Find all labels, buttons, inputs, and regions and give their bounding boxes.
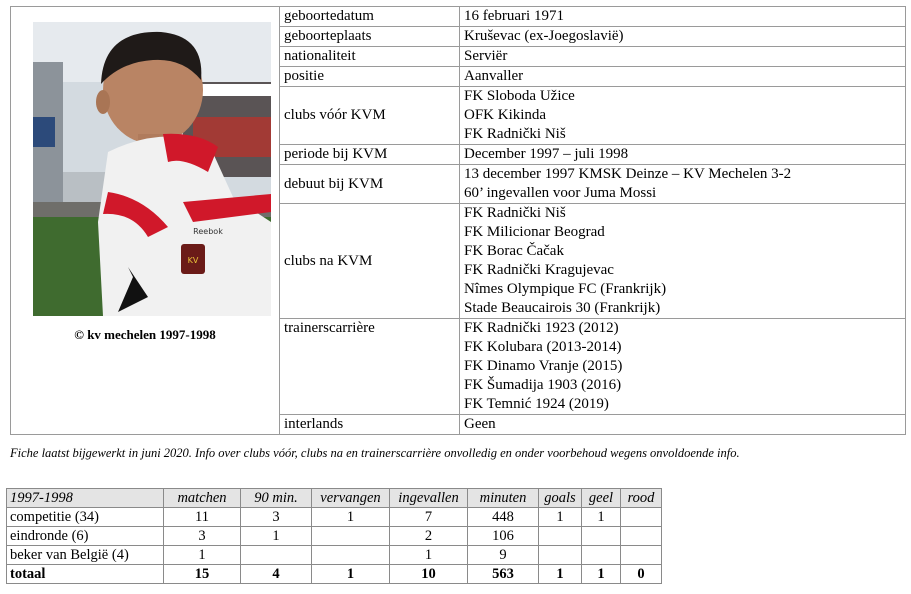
clubs-before-value (460, 87, 906, 145)
stats-total-cell: 10 (390, 565, 468, 584)
nationality-label: nationaliteit (280, 47, 460, 67)
stats-row-label: eindronde (6) (7, 527, 164, 546)
club-before-item: FK Radnički Niš (464, 126, 566, 142)
stats-total-cell: 15 (164, 565, 241, 584)
club-after-item: Stade Beaucairois 30 (Frankrijk) (464, 300, 661, 316)
stats-total-cell: 4 (241, 565, 312, 584)
position-value: Aanvaller (460, 67, 906, 87)
stats-cell (582, 546, 621, 565)
stats-cell: 7 (390, 508, 468, 527)
stats-cell (312, 546, 390, 565)
debut-line: 13 december 1997 KMSK Deinze – KV Mechelen 3-2 (464, 166, 792, 182)
stats-cell (621, 527, 662, 546)
coach-career-item: FK Radnički 1923 (2012) (464, 320, 619, 336)
coach-career-item: FK Šumadija 1903 (2016) (464, 377, 622, 393)
svg-text:Reebok: Reebok (193, 227, 223, 236)
debut-line: 60’ ingevallen voor Juma Mossi (464, 185, 657, 201)
caps-value: Geen (460, 415, 906, 435)
table-row (7, 527, 662, 546)
club-after-item: FK Borac Čačak (464, 243, 564, 259)
birthdate-label: geboortedatum (280, 7, 460, 27)
club-after-item: Nîmes Olympique FC (Frankrijk) (464, 281, 667, 297)
coach-career-label: trainerscarrière (280, 319, 460, 415)
photo-cell (11, 7, 280, 435)
stats-total-cell: 1 (539, 565, 582, 584)
stats-cell: 3 (164, 527, 241, 546)
stats-cell: 1 (164, 546, 241, 565)
stats-cell: 1 (312, 508, 390, 527)
stats-header-cell: vervangen (312, 489, 390, 508)
stats-total-label: totaal (7, 565, 164, 584)
stats-cell (621, 508, 662, 527)
club-after-item: FK Radnički Kragujevac (464, 262, 614, 278)
stats-header-cell: rood (621, 489, 662, 508)
coach-career-item: FK Dinamo Vranje (2015) (464, 358, 623, 374)
stats-total-cell: 1 (312, 565, 390, 584)
stats-cell (312, 527, 390, 546)
birthdate-value: 16 februari 1971 (460, 7, 906, 27)
stats-header-cell: matchen (164, 489, 241, 508)
stats-cell (241, 546, 312, 565)
stats-cell: 1 (582, 508, 621, 527)
stats-cell: 2 (390, 527, 468, 546)
debut-value (460, 165, 906, 204)
stats-cell: 9 (468, 546, 539, 565)
debut-label: debuut bij KVM (280, 165, 460, 204)
table-row (7, 546, 662, 565)
coach-career-item: FK Temnić 1924 (2019) (464, 396, 609, 412)
coach-career-value (460, 319, 906, 415)
stats-cell: 1 (539, 508, 582, 527)
stats-total-cell: 0 (621, 565, 662, 584)
stats-cell: 448 (468, 508, 539, 527)
stats-cell (621, 546, 662, 565)
stats-header-cell: ingevallen (390, 489, 468, 508)
period-label: periode bij KVM (280, 145, 460, 165)
stats-total-cell: 563 (468, 565, 539, 584)
photo-caption: © kv mechelen 1997-1998 (74, 327, 216, 342)
svg-text:KV: KV (187, 256, 199, 265)
stats-cell: 1 (241, 527, 312, 546)
stats-row-label: beker van België (4) (7, 546, 164, 565)
clubs-before-label: clubs vóór KVM (280, 87, 460, 145)
stats-header-cell: minuten (468, 489, 539, 508)
club-before-item: FK Sloboda Užice (464, 88, 575, 104)
nationality-value: Serviër (460, 47, 906, 67)
update-note: Fiche laatst bijgewerkt in juni 2020. Info over clubs vóór, clubs na en trainerscarrière onvolledig en onder voorbehoud wegens onvoldoende info. (10, 446, 740, 460)
stats-cell: 3 (241, 508, 312, 527)
club-after-item: FK Milicionar Beograd (464, 224, 605, 240)
table-row (7, 508, 662, 527)
clubs-after-value (460, 204, 906, 319)
stats-cell (539, 546, 582, 565)
birthplace-value: Kruševac (ex-Joegoslavië) (460, 27, 906, 47)
stats-cell: 11 (164, 508, 241, 527)
stats-total-row (7, 565, 662, 584)
birthplace-label: geboorteplaats (280, 27, 460, 47)
stats-cell: 106 (468, 527, 539, 546)
club-before-item: OFK Kikinda (464, 107, 547, 123)
stats-header-cell: geel (582, 489, 621, 508)
position-label: positie (280, 67, 460, 87)
stats-cell: 1 (390, 546, 468, 565)
player-profile-table (10, 6, 906, 435)
stats-header-season: 1997-1998 (7, 489, 164, 508)
season-stats-table (6, 488, 662, 584)
club-after-item: FK Radnički Niš (464, 205, 566, 221)
stats-cell (539, 527, 582, 546)
stats-header-cell: goals (539, 489, 582, 508)
stats-header-cell: 90 min. (241, 489, 312, 508)
coach-career-item: FK Kolubara (2013-2014) (464, 339, 622, 355)
stats-header-row (7, 489, 662, 508)
clubs-after-label: clubs na KVM (280, 204, 460, 319)
stats-cell (582, 527, 621, 546)
stats-row-label: competitie (34) (7, 508, 164, 527)
period-value: December 1997 – juli 1998 (460, 145, 906, 165)
caps-label: interlands (280, 415, 460, 435)
stats-total-cell: 1 (582, 565, 621, 584)
player-photo (33, 22, 271, 316)
